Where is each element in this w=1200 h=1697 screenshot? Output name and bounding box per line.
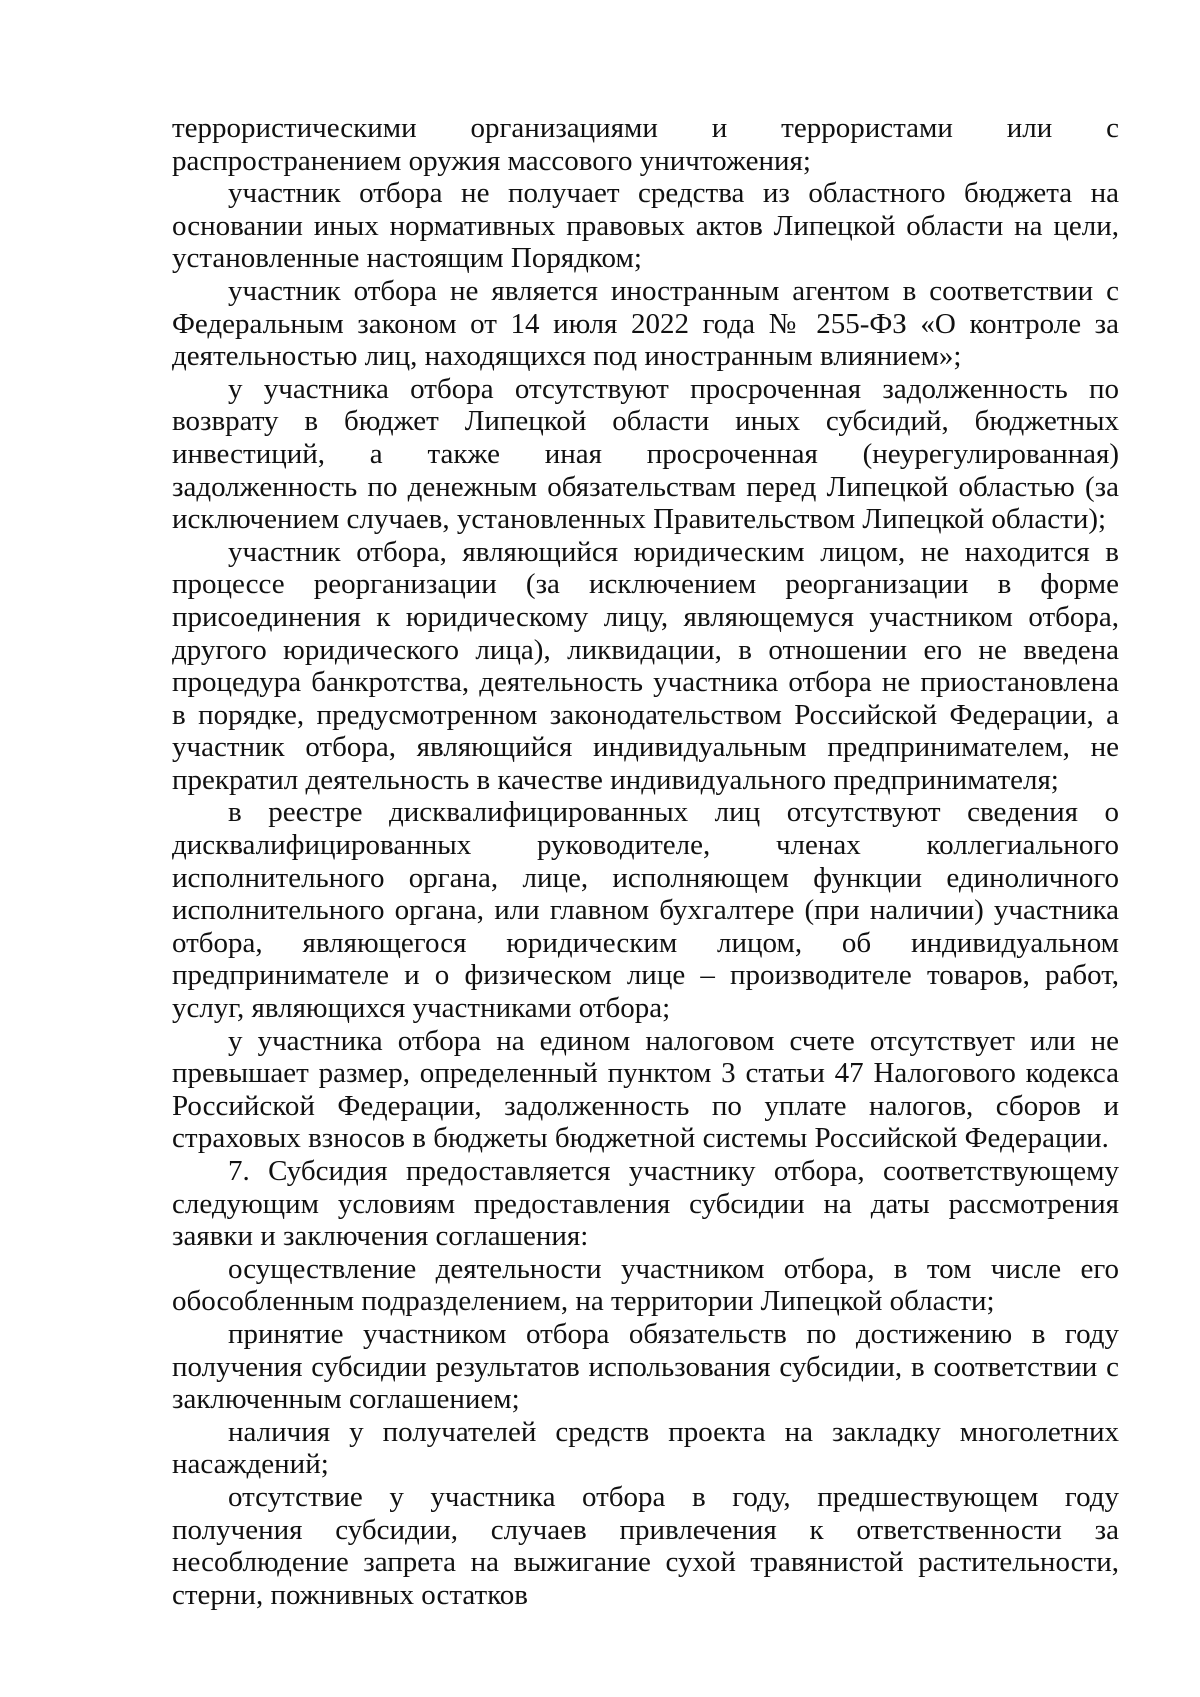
paragraph-not-reorganization: участник отбора, являющийся юридическим лицом, не находится в процессе реорганизации (за исключением реорганизации в форме присоединения к юридическому лицу, являющемуся участником отбора, другого юридического лица), ликвидации, в отношении его не введена процедура банкротства, деятельность участника отбора не приостановлена в порядке, предусмотренном законодательством Российской Федерации, а участник отбора, являющийся индивидуальным предпринимателем, не прекратил деятельность в качестве индивидуального предпринимателя; (172, 535, 1119, 796)
paragraph-activity-territory: осуществление деятельности участником отбора, в том числе его обособленным подразделением, на территории Липецкой области; (172, 1252, 1119, 1318)
paragraph-no-overdue-debt: у участника отбора отсутствуют просроченная задолженность по возврату в бюджет Липецкой области иных субсидий, бюджетных инвестиций, а также иная просроченная (неурегулированная) задолженность по денежным обязательствам перед Липецкой областью (за исключением случаев, установленных Правительством Липецкой области); (172, 372, 1119, 536)
document-page (172, 112, 1119, 1611)
paragraph-continuation: террористическими организациями и террористами или с распространением оружия массового уничтожения; (172, 112, 1119, 177)
paragraph-planting-project: наличия у получателей средств проекта на закладку многолетних насаждений; (172, 1415, 1119, 1481)
paragraph-obligations: принятие участником отбора обязательств по достижению в году получения субсидии результатов использования субсидии, в соответствии с заключенным соглашением; (172, 1317, 1119, 1416)
paragraph-tax-account: у участника отбора на едином налоговом счете отсутствует или не превышает размер, определенный пунктом 3 статьи 47 Налогового кодекса Российской Федерации, задолженность по уплате налогов, сборов и страховых взносов в бюджеты бюджетной системы Российской Федерации. (172, 1024, 1119, 1155)
paragraph-no-budget-funds: участник отбора не получает средства из областного бюджета на основании иных нормативных правовых актов Липецкой области на цели, установленные настоящим Порядком; (172, 177, 1119, 275)
paragraph-no-burning-violations: отсутствие у участника отбора в году, предшествующем году получения субсидии, случаев привлечения к ответственности за несоблюдение запрета на выжигание сухой травянистой растительности, стерни, пожнивных остатков (172, 1480, 1119, 1611)
paragraph-disqualified-registry: в реестре дисквалифицированных лиц отсутствуют сведения о дисквалифицированных руководителе, членах коллегиального исполнительного органа, лице, исполняющем функции единоличного исполнительного органа, или главном бухгалтере (при наличии) участника отбора, являющегося юридическим лицом, об индивидуальном предпринимателе и о физическом лице – производителе товаров, работ, услуг, являющихся участниками отбора; (172, 796, 1119, 1025)
paragraph-not-foreign-agent: участник отбора не является иностранным агентом в соответствии с Федеральным законом от 14 июля 2022 года № 255-ФЗ «О контроле за деятельностью лиц, находящихся под иностранным влиянием»; (172, 274, 1119, 373)
paragraph-item-7: 7. Субсидия предоставляется участнику отбора, соответствующему следующим условиям предоставления субсидии на даты рассмотрения заявки и заключения соглашения: (172, 1155, 1119, 1253)
